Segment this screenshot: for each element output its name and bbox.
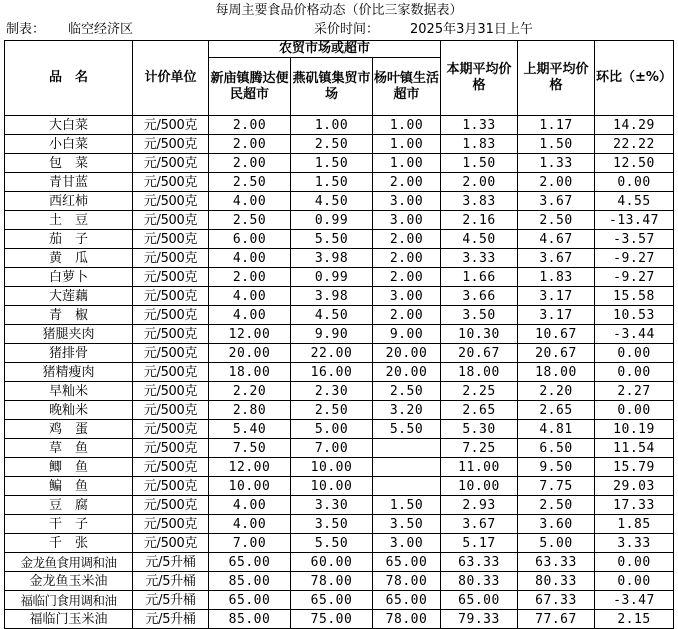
ratio: 0.00 bbox=[595, 572, 674, 591]
header-current-average: 本期平均价格 bbox=[441, 41, 518, 116]
ratio: 1.85 bbox=[595, 515, 674, 534]
market3-price: 5.50 bbox=[373, 420, 441, 439]
current-average: 2.65 bbox=[441, 401, 518, 420]
header-row bbox=[5, 41, 674, 58]
previous-average: 10.67 bbox=[518, 325, 595, 344]
market1-price: 2.50 bbox=[209, 211, 291, 230]
current-average: 79.33 bbox=[441, 610, 518, 629]
market1-price: 18.00 bbox=[209, 363, 291, 382]
ratio: 0.00 bbox=[595, 363, 674, 382]
current-average: 10.00 bbox=[441, 477, 518, 496]
unit: 元/500克 bbox=[133, 420, 209, 439]
previous-average: 3.67 bbox=[518, 249, 595, 268]
unit: 元/500克 bbox=[133, 515, 209, 534]
table-row bbox=[5, 344, 674, 363]
market3-price: 9.00 bbox=[373, 325, 441, 344]
previous-average: 77.67 bbox=[518, 610, 595, 629]
market1-price: 2.00 bbox=[209, 116, 291, 135]
current-average: 7.25 bbox=[441, 439, 518, 458]
market1-price: 7.50 bbox=[209, 439, 291, 458]
market1-price: 4.00 bbox=[209, 306, 291, 325]
market3-price: 2.50 bbox=[373, 382, 441, 401]
ratio: 0.00 bbox=[595, 401, 674, 420]
market2-price: 3.98 bbox=[291, 249, 373, 268]
market3-price: 2.00 bbox=[373, 306, 441, 325]
item-name: 福临门食用调和油 bbox=[5, 591, 133, 610]
market2-price: 2.50 bbox=[291, 401, 373, 420]
item-name: 鲫 鱼 bbox=[5, 458, 133, 477]
ratio: -3.44 bbox=[595, 325, 674, 344]
current-average: 63.33 bbox=[441, 553, 518, 572]
current-average: 80.33 bbox=[441, 572, 518, 591]
current-average: 2.93 bbox=[441, 496, 518, 515]
table-row bbox=[5, 439, 674, 458]
market3-price: 3.00 bbox=[373, 211, 441, 230]
market1-price: 2.00 bbox=[209, 268, 291, 287]
previous-average: 67.33 bbox=[518, 591, 595, 610]
table-row bbox=[5, 173, 674, 192]
current-average: 65.00 bbox=[441, 591, 518, 610]
previous-average: 9.50 bbox=[518, 458, 595, 477]
unit: 元/500克 bbox=[133, 382, 209, 401]
table-row bbox=[5, 268, 674, 287]
market2-price: 1.50 bbox=[291, 154, 373, 173]
market3-price: 1.00 bbox=[373, 135, 441, 154]
table-row bbox=[5, 230, 674, 249]
current-average: 3.67 bbox=[441, 515, 518, 534]
table-row bbox=[5, 211, 674, 230]
ratio: 10.53 bbox=[595, 306, 674, 325]
item-name: 草 鱼 bbox=[5, 439, 133, 458]
market1-price: 5.40 bbox=[209, 420, 291, 439]
item-name: 青 椒 bbox=[5, 306, 133, 325]
market1-price: 4.00 bbox=[209, 496, 291, 515]
ratio: -13.47 bbox=[595, 211, 674, 230]
market1-price: 10.00 bbox=[209, 477, 291, 496]
item-name: 鸡 蛋 bbox=[5, 420, 133, 439]
item-name: 包 菜 bbox=[5, 154, 133, 173]
ratio: 0.00 bbox=[595, 173, 674, 192]
ratio: -9.27 bbox=[595, 268, 674, 287]
current-average: 1.66 bbox=[441, 268, 518, 287]
table-row bbox=[5, 135, 674, 154]
item-name: 小白菜 bbox=[5, 135, 133, 154]
item-name: 猪精瘦肉 bbox=[5, 363, 133, 382]
market2-price: 1.50 bbox=[291, 173, 373, 192]
table-title: 每周主要食品价格动态（价比三家数据表） bbox=[215, 3, 463, 18]
unit: 元/500克 bbox=[133, 230, 209, 249]
market2-price: 78.00 bbox=[291, 572, 373, 591]
current-average: 3.83 bbox=[441, 192, 518, 211]
item-name: 猪排骨 bbox=[5, 344, 133, 363]
ratio: 22.22 bbox=[595, 135, 674, 154]
market3-price: 20.00 bbox=[373, 363, 441, 382]
table-row bbox=[5, 325, 674, 344]
market3-price: 2.00 bbox=[373, 268, 441, 287]
price-table bbox=[4, 40, 674, 629]
market3-price: 2.00 bbox=[373, 230, 441, 249]
market3-price: 1.00 bbox=[373, 154, 441, 173]
unit: 元/500克 bbox=[133, 496, 209, 515]
market1-price: 20.00 bbox=[209, 344, 291, 363]
table-row bbox=[5, 249, 674, 268]
unit: 元/500克 bbox=[133, 534, 209, 553]
item-name: 福临门玉米油 bbox=[5, 610, 133, 629]
previous-average: 1.17 bbox=[518, 116, 595, 135]
unit: 元/500克 bbox=[133, 287, 209, 306]
market3-price: 3.00 bbox=[373, 534, 441, 553]
unit: 元/500克 bbox=[133, 401, 209, 420]
ratio: 10.19 bbox=[595, 420, 674, 439]
maker-value: 临空经济区 bbox=[68, 22, 134, 37]
unit: 元/500克 bbox=[133, 306, 209, 325]
market3-price: 65.00 bbox=[373, 591, 441, 610]
unit: 元/5升桶 bbox=[133, 553, 209, 572]
unit: 元/500克 bbox=[133, 249, 209, 268]
item-name: 西红柿 bbox=[5, 192, 133, 211]
ratio: 15.58 bbox=[595, 287, 674, 306]
market3-price: 1.00 bbox=[373, 116, 441, 135]
table-row bbox=[5, 116, 674, 135]
item-name: 千 张 bbox=[5, 534, 133, 553]
current-average: 1.83 bbox=[441, 135, 518, 154]
current-average: 1.50 bbox=[441, 154, 518, 173]
unit: 元/500克 bbox=[133, 135, 209, 154]
market1-price: 2.00 bbox=[209, 135, 291, 154]
previous-average: 2.20 bbox=[518, 382, 595, 401]
previous-average: 2.50 bbox=[518, 496, 595, 515]
current-average: 3.50 bbox=[441, 306, 518, 325]
unit: 元/500克 bbox=[133, 458, 209, 477]
current-average: 3.33 bbox=[441, 249, 518, 268]
unit: 元/500克 bbox=[133, 325, 209, 344]
previous-average: 3.60 bbox=[518, 515, 595, 534]
table-row bbox=[5, 553, 674, 572]
ratio: 2.27 bbox=[595, 382, 674, 401]
market1-price: 4.00 bbox=[209, 249, 291, 268]
current-average: 10.30 bbox=[441, 325, 518, 344]
ratio: 2.15 bbox=[595, 610, 674, 629]
table-row bbox=[5, 420, 674, 439]
ratio: -9.27 bbox=[595, 249, 674, 268]
ratio: 4.55 bbox=[595, 192, 674, 211]
unit: 元/5升桶 bbox=[133, 591, 209, 610]
table-row bbox=[5, 363, 674, 382]
ratio: 3.33 bbox=[595, 534, 674, 553]
market2-price: 3.30 bbox=[291, 496, 373, 515]
collection-time-label: 采价时间： bbox=[314, 22, 380, 37]
market1-price: 4.00 bbox=[209, 515, 291, 534]
market2-price: 0.99 bbox=[291, 211, 373, 230]
market2-price: 3.50 bbox=[291, 515, 373, 534]
market1-price: 12.00 bbox=[209, 458, 291, 477]
unit: 元/500克 bbox=[133, 116, 209, 135]
market2-price: 10.00 bbox=[291, 477, 373, 496]
current-average: 5.17 bbox=[441, 534, 518, 553]
market2-price: 0.99 bbox=[291, 268, 373, 287]
market2-price: 10.00 bbox=[291, 458, 373, 477]
current-average: 2.16 bbox=[441, 211, 518, 230]
collection-time-value: 2025年3月31日上午 bbox=[410, 22, 533, 37]
market1-price: 4.00 bbox=[209, 287, 291, 306]
current-average: 2.00 bbox=[441, 173, 518, 192]
item-name: 茄 子 bbox=[5, 230, 133, 249]
ratio: 11.54 bbox=[595, 439, 674, 458]
market2-price: 9.90 bbox=[291, 325, 373, 344]
ratio: 0.00 bbox=[595, 344, 674, 363]
market3-price: 3.00 bbox=[373, 287, 441, 306]
market1-price: 2.20 bbox=[209, 382, 291, 401]
item-name: 干 子 bbox=[5, 515, 133, 534]
table-row bbox=[5, 610, 674, 629]
item-name: 黄 瓜 bbox=[5, 249, 133, 268]
previous-average: 2.00 bbox=[518, 173, 595, 192]
previous-average: 1.33 bbox=[518, 154, 595, 173]
item-name: 猪腿夹肉 bbox=[5, 325, 133, 344]
table-row bbox=[5, 534, 674, 553]
current-average: 5.30 bbox=[441, 420, 518, 439]
ratio: 15.79 bbox=[595, 458, 674, 477]
market2-price: 75.00 bbox=[291, 610, 373, 629]
item-name: 土 豆 bbox=[5, 211, 133, 230]
market2-price: 22.00 bbox=[291, 344, 373, 363]
previous-average: 1.50 bbox=[518, 135, 595, 154]
header-market-3: 杨叶镇生活超市 bbox=[373, 58, 441, 116]
item-name: 大白菜 bbox=[5, 116, 133, 135]
table-row bbox=[5, 401, 674, 420]
item-name: 大莲藕 bbox=[5, 287, 133, 306]
market1-price: 85.00 bbox=[209, 610, 291, 629]
market1-price: 2.00 bbox=[209, 154, 291, 173]
current-average: 20.67 bbox=[441, 344, 518, 363]
previous-average: 3.17 bbox=[518, 287, 595, 306]
previous-average: 5.00 bbox=[518, 534, 595, 553]
ratio: 14.29 bbox=[595, 116, 674, 135]
item-name: 早籼米 bbox=[5, 382, 133, 401]
item-name: 白萝卜 bbox=[5, 268, 133, 287]
market3-price: 65.00 bbox=[373, 553, 441, 572]
item-name: 豆 腐 bbox=[5, 496, 133, 515]
market3-price: 3.20 bbox=[373, 401, 441, 420]
table-row bbox=[5, 477, 674, 496]
market3-price: 1.50 bbox=[373, 496, 441, 515]
market3-price bbox=[373, 477, 441, 496]
unit: 元/500克 bbox=[133, 477, 209, 496]
market1-price: 4.00 bbox=[209, 192, 291, 211]
current-average: 2.25 bbox=[441, 382, 518, 401]
unit: 元/500克 bbox=[133, 192, 209, 211]
market1-price: 2.50 bbox=[209, 173, 291, 192]
previous-average: 20.67 bbox=[518, 344, 595, 363]
unit: 元/500克 bbox=[133, 154, 209, 173]
market3-price: 2.00 bbox=[373, 249, 441, 268]
table-row bbox=[5, 496, 674, 515]
market1-price: 7.00 bbox=[209, 534, 291, 553]
previous-average: 6.50 bbox=[518, 439, 595, 458]
unit: 元/500克 bbox=[133, 344, 209, 363]
market2-price: 2.30 bbox=[291, 382, 373, 401]
market2-price: 3.98 bbox=[291, 287, 373, 306]
header-ratio: 环比（±%） bbox=[595, 41, 674, 116]
current-average: 4.50 bbox=[441, 230, 518, 249]
market1-price: 6.00 bbox=[209, 230, 291, 249]
header-market-1: 新庙镇腾达便民超市 bbox=[209, 58, 291, 116]
item-name: 晚籼米 bbox=[5, 401, 133, 420]
market1-price: 65.00 bbox=[209, 553, 291, 572]
table-row bbox=[5, 382, 674, 401]
current-average: 18.00 bbox=[441, 363, 518, 382]
maker-label: 制表： bbox=[6, 22, 46, 37]
market2-price: 5.50 bbox=[291, 534, 373, 553]
market3-price: 3.50 bbox=[373, 515, 441, 534]
market3-price bbox=[373, 458, 441, 477]
table-row bbox=[5, 591, 674, 610]
previous-average: 80.33 bbox=[518, 572, 595, 591]
market3-price: 78.00 bbox=[373, 610, 441, 629]
table-row bbox=[5, 458, 674, 477]
market2-price: 4.50 bbox=[291, 306, 373, 325]
market2-price: 2.50 bbox=[291, 135, 373, 154]
previous-average: 4.67 bbox=[518, 230, 595, 249]
market2-price: 65.00 bbox=[291, 591, 373, 610]
current-average: 3.66 bbox=[441, 287, 518, 306]
market2-price: 5.50 bbox=[291, 230, 373, 249]
market1-price: 12.00 bbox=[209, 325, 291, 344]
ratio: 17.33 bbox=[595, 496, 674, 515]
header-market-2: 燕矶镇集贸市场 bbox=[291, 58, 373, 116]
unit: 元/500克 bbox=[133, 211, 209, 230]
market3-price: 20.00 bbox=[373, 344, 441, 363]
previous-average: 2.65 bbox=[518, 401, 595, 420]
header-unit: 计价单位 bbox=[133, 41, 209, 116]
ratio: -3.47 bbox=[595, 591, 674, 610]
market2-price: 16.00 bbox=[291, 363, 373, 382]
table-row bbox=[5, 515, 674, 534]
table-row bbox=[5, 192, 674, 211]
market3-price: 2.00 bbox=[373, 173, 441, 192]
item-name: 青甘蓝 bbox=[5, 173, 133, 192]
previous-average: 7.75 bbox=[518, 477, 595, 496]
unit: 元/500克 bbox=[133, 439, 209, 458]
ratio: 12.50 bbox=[595, 154, 674, 173]
header-name: 品 名 bbox=[5, 41, 133, 116]
table-row bbox=[5, 306, 674, 325]
unit: 元/5升桶 bbox=[133, 610, 209, 629]
ratio: 29.03 bbox=[595, 477, 674, 496]
unit: 元/500克 bbox=[133, 363, 209, 382]
ratio: 0.00 bbox=[595, 553, 674, 572]
market2-price: 60.00 bbox=[291, 553, 373, 572]
previous-average: 3.67 bbox=[518, 192, 595, 211]
market3-price: 3.00 bbox=[373, 192, 441, 211]
previous-average: 18.00 bbox=[518, 363, 595, 382]
market2-price: 5.00 bbox=[291, 420, 373, 439]
previous-average: 63.33 bbox=[518, 553, 595, 572]
item-name: 金龙鱼玉米油 bbox=[5, 572, 133, 591]
market2-price: 1.00 bbox=[291, 116, 373, 135]
unit: 元/500克 bbox=[133, 173, 209, 192]
header-previous-average: 上期平均价格 bbox=[518, 41, 595, 116]
header-market-group: 农贸市场或超市 bbox=[209, 41, 441, 58]
table-row bbox=[5, 154, 674, 173]
previous-average: 2.50 bbox=[518, 211, 595, 230]
table-row bbox=[5, 572, 674, 591]
market3-price: 78.00 bbox=[373, 572, 441, 591]
item-name: 金龙鱼食用调和油 bbox=[5, 553, 133, 572]
market2-price: 4.50 bbox=[291, 192, 373, 211]
market2-price: 7.00 bbox=[291, 439, 373, 458]
item-name: 鳊 鱼 bbox=[5, 477, 133, 496]
previous-average: 1.83 bbox=[518, 268, 595, 287]
unit: 元/500克 bbox=[133, 268, 209, 287]
market1-price: 85.00 bbox=[209, 572, 291, 591]
table-row bbox=[5, 287, 674, 306]
market3-price bbox=[373, 439, 441, 458]
ratio: -3.57 bbox=[595, 230, 674, 249]
unit: 元/5升桶 bbox=[133, 572, 209, 591]
market1-price: 2.80 bbox=[209, 401, 291, 420]
market1-price: 65.00 bbox=[209, 591, 291, 610]
current-average: 11.00 bbox=[441, 458, 518, 477]
current-average: 1.33 bbox=[441, 116, 518, 135]
previous-average: 3.17 bbox=[518, 306, 595, 325]
previous-average: 4.81 bbox=[518, 420, 595, 439]
